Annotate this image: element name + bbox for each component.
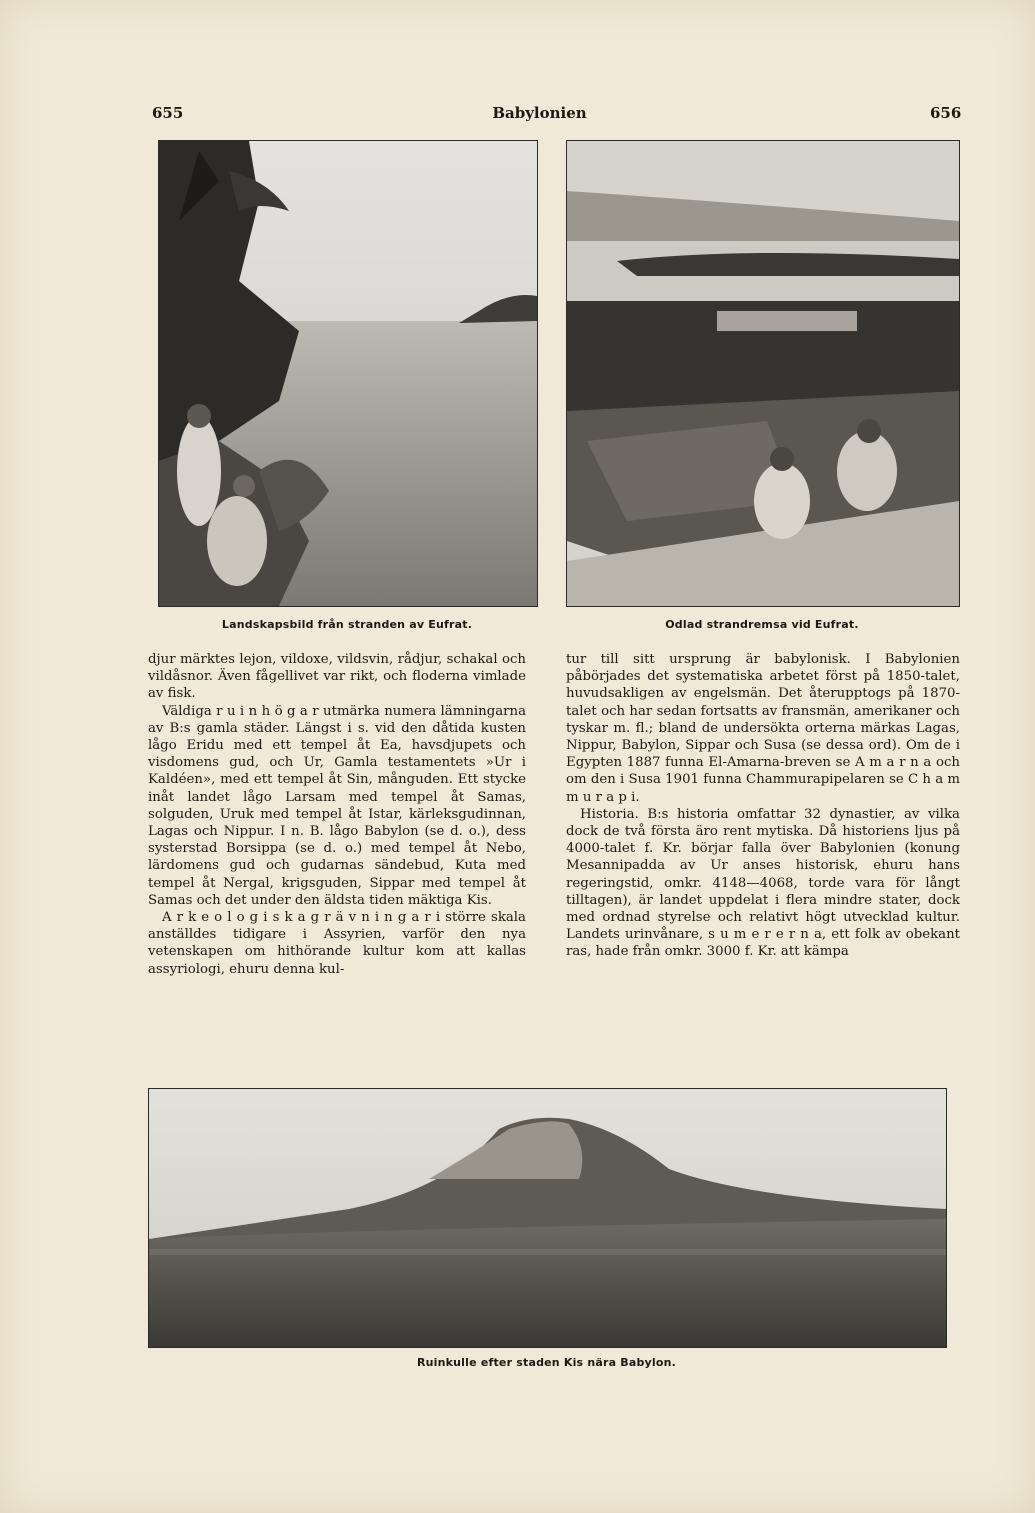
page-number-left: 655 <box>152 104 184 122</box>
paragraph: tur till sitt ursprung är babylonisk. I Babylonien påbörjades det systematiska arbetet först på 1850-talet, huvudsakligen av engelsmän. Det återupptogs på 1870-talet och har sedan fortsatts av fransmän, amerikaner och tyskar m. fl.; bland de undersökta orterna märkas Lagas, Nippur, Babylon, Sippar och Susa (se dessa ord). Om de i Egypten 1887 funna El-Amarna-breven se A m a r n a och om den i Susa 1901 funna Chammurapipelaren se C h a m m u r a p i. <box>566 652 960 805</box>
paragraph: Historia. B:s historia omfattar 32 dynastier, av vilka dock de två första äro rent mytiska. Då historiens ljus på 4000-talet f. Kr. börjar falla över Babylonien (konung Mesannipadda av Ur anses historisk, ehuru hans regeringstid, omkr. 4148—4068, torde vara för långt tilltagen), är landet uppdelat i flera mindre stater, dock med ordnad styrelse och relativt högt utvecklad kultur. Landets urinvånare, s u m e r e r n a, ett folk av obekant ras, hade från omkr. 3000 f. Kr. att kämpa <box>566 806 960 960</box>
paragraph: Väldiga r u i n h ö g a r utmärka numera lämningarna av B:s gamla städer. Längst i s. vid den dåtida kusten lågo Eridu med ett tempel åt Ea, havsdjupets och visdomens gud, och Ur, Gamla testamentets »Ur i Kaldéen», med ett tempel åt Sin, månguden. Ett stycke inåt landet lågo Larsam med tempel åt Samas, solguden, Uruk med tempel åt Istar, kärleksgudinnan, Lagas och Nippur. I n. B. lågo Babylon (se d. o.), dess systerstad Borsippa (se d. o.) med tempel åt Nebo, lärdomens gud och gudarnas sändebud, Kuta med tempel åt Nergal, krigsguden, Sippar med tempel åt Samas och det under den äldsta tiden mäktiga Kis. <box>148 703 526 908</box>
page-title: Babylonien <box>492 104 587 122</box>
photo-ruin-mound-kis <box>148 1088 947 1348</box>
text-column-left <box>148 651 526 978</box>
page-number-right: 656 <box>930 104 962 122</box>
caption-fig1: Landskapsbild från stranden av Eufrat. <box>221 618 473 631</box>
text-column-right <box>566 651 960 961</box>
caption-fig3: Ruinkulle efter staden Kis nära Babylon. <box>416 1356 677 1369</box>
photo-euphrates-shore <box>158 140 538 607</box>
caption-fig2: Odlad strandremsa vid Eufrat. <box>665 618 859 631</box>
photo-cultivated-strip <box>566 140 960 607</box>
paragraph: djur märktes lejon, vildoxe, vildsvin, rådjur, schakal och vildåsnor. Även fågellivet var rikt, och floderna vimlade av fisk. <box>148 652 526 702</box>
paragraph: A r k e o l o g i s k a g r ä v n i n g a r i större skala anställdes tidigare i Assyrien, varför den nya vetenskapen om hithörande kultur kom att kallas assyriologi, ehuru denna kul- <box>148 910 526 977</box>
